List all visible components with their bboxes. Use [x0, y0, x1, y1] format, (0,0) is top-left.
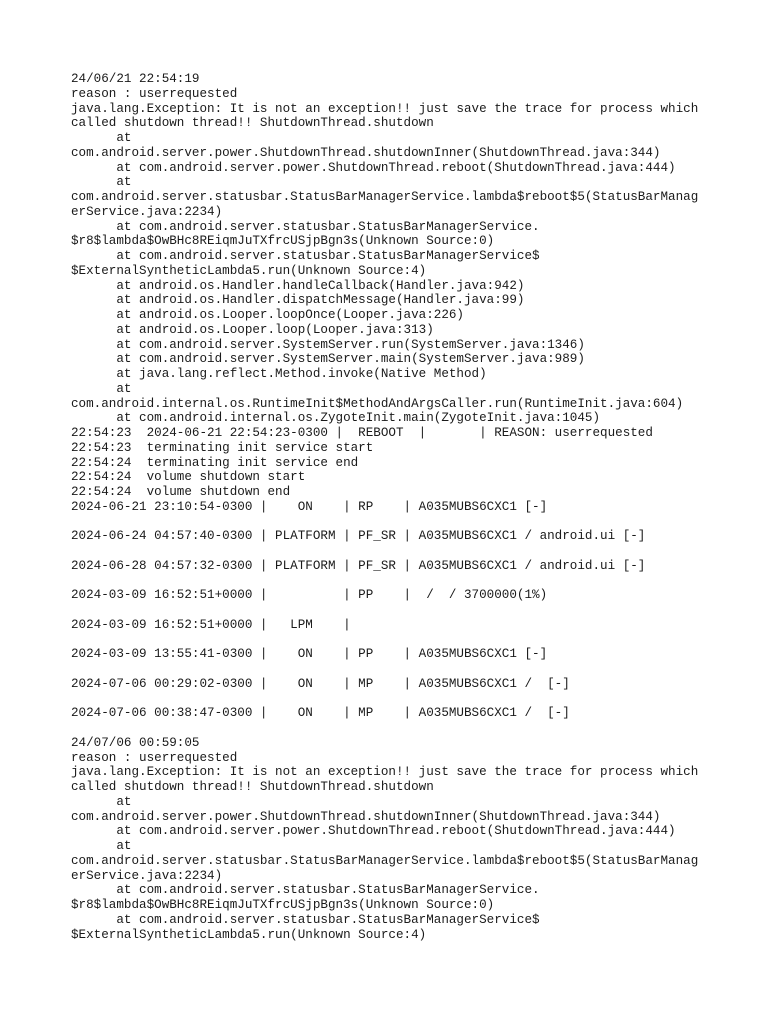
blank-line	[71, 633, 711, 648]
log-line: at com.android.server.statusbar.StatusBarManagerService.	[71, 883, 540, 898]
log-line: reason : userrequested	[71, 86, 238, 101]
log-line: at com.android.server.SystemServer.main(SystemServer.java:989)	[71, 352, 585, 367]
log-line: 2024-03-09 16:52:51+0000 | | PP | / / 3700000(1%)	[71, 588, 548, 603]
log-line: $r8$lambda$OwBHc8REiqmJuTXfrcUSjpBgn3s(Unknown Source:0)	[71, 234, 495, 249]
log-line: 2024-07-06 00:29:02-0300 | ON | MP | A035MUBS6CXC1 / [-]	[71, 676, 570, 691]
log-line: at java.lang.reflect.Method.invoke(Native Method)	[71, 367, 487, 381]
log-line: at android.os.Handler.handleCallback(Handler.java:942)	[71, 278, 525, 293]
log-line: erService.java:2234)	[71, 204, 223, 219]
log-line: com.android.server.power.ShutdownThread.shutdownInner(ShutdownThread.java:344)	[71, 809, 661, 824]
log-line: reason : userrequested	[71, 750, 238, 765]
log-line: java.lang.Exception: It is not an exception!! just save the trace for process which	[71, 765, 699, 780]
log-line: 2024-06-24 04:57:40-0300 | PLATFORM | PF_SR | A035MUBS6CXC1 / android.ui [-]	[71, 529, 646, 544]
log-line: 2024-03-09 16:52:51+0000 | LPM |	[71, 617, 351, 632]
blank-line	[71, 574, 711, 589]
blank-line	[71, 515, 711, 530]
log-line: erService.java:2234)	[71, 868, 223, 883]
log-line: 24/06/21 22:54:19	[71, 72, 200, 86]
log-text-body	[71, 72, 711, 942]
log-line: at com.android.server.statusbar.StatusBarManagerService.	[71, 219, 540, 234]
log-line: 2024-06-21 23:10:54-0300 | ON | RP | A035MUBS6CXC1 [-]	[71, 499, 548, 514]
log-line: at android.os.Looper.loop(Looper.java:313)	[71, 322, 434, 337]
log-line: $r8$lambda$OwBHc8REiqmJuTXfrcUSjpBgn3s(Unknown Source:0)	[71, 898, 495, 912]
log-line: 24/07/06 00:59:05	[71, 735, 200, 750]
log-line: at	[71, 794, 132, 809]
log-line: 22:54:23 terminating init service start	[71, 440, 374, 455]
log-line: 2024-03-09 13:55:41-0300 | ON | PP | A035MUBS6CXC1 [-]	[71, 647, 548, 662]
log-line: com.android.server.statusbar.StatusBarManagerService.lambda$reboot$5(StatusBarManag	[71, 190, 699, 204]
log-line: $ExternalSyntheticLambda5.run(Unknown Source:4)	[71, 927, 427, 942]
blank-line	[71, 721, 711, 736]
log-line: at android.os.Handler.dispatchMessage(Handler.java:99)	[71, 293, 525, 308]
log-line: at com.android.server.power.ShutdownThread.reboot(ShutdownThread.java:444)	[71, 824, 676, 839]
log-line: com.android.server.statusbar.StatusBarManagerService.lambda$reboot$5(StatusBarManag	[71, 853, 699, 868]
log-line: 22:54:24 terminating init service end	[71, 455, 359, 470]
log-line: at com.android.server.power.ShutdownThread.reboot(ShutdownThread.java:444)	[71, 160, 676, 175]
log-line: com.android.internal.os.RuntimeInit$MethodAndArgsCaller.run(RuntimeInit.java:604)	[71, 396, 684, 411]
log-line: called shutdown thread!! ShutdownThread.shutdown	[71, 116, 434, 131]
log-line: at android.os.Looper.loopOnce(Looper.java:226)	[71, 308, 464, 322]
log-line: 22:54:24 volume shutdown start	[71, 470, 306, 485]
log-line: 22:54:23 2024-06-21 22:54:23-0300 | REBOOT | | REASON: userrequested	[71, 426, 653, 440]
log-line: com.android.server.power.ShutdownThread.shutdownInner(ShutdownThread.java:344)	[71, 145, 661, 160]
log-line: $ExternalSyntheticLambda5.run(Unknown Source:4)	[71, 263, 427, 278]
blank-line	[71, 603, 711, 618]
blank-line	[71, 662, 711, 677]
log-line: at	[71, 175, 132, 190]
log-line: at	[71, 131, 132, 145]
log-line: 22:54:24 volume shutdown end	[71, 485, 291, 499]
blank-line	[71, 544, 711, 559]
log-line: java.lang.Exception: It is not an exception!! just save the trace for process which	[71, 101, 699, 116]
log-line: at com.android.internal.os.ZygoteInit.main(ZygoteInit.java:1045)	[71, 411, 601, 426]
log-line: at com.android.server.statusbar.StatusBarManagerService$	[71, 249, 540, 263]
log-line: at	[71, 381, 132, 396]
log-line: at com.android.server.statusbar.StatusBarManagerService$	[71, 912, 540, 927]
log-line: called shutdown thread!! ShutdownThread.shutdown	[71, 780, 434, 794]
log-line: 2024-07-06 00:38:47-0300 | ON | MP | A035MUBS6CXC1 / [-]	[71, 706, 570, 721]
log-line: 2024-06-28 04:57:32-0300 | PLATFORM | PF_SR | A035MUBS6CXC1 / android.ui [-]	[71, 558, 646, 573]
log-line: at com.android.server.SystemServer.run(SystemServer.java:1346)	[71, 337, 585, 352]
blank-line	[71, 692, 711, 707]
log-line: at	[71, 839, 132, 853]
